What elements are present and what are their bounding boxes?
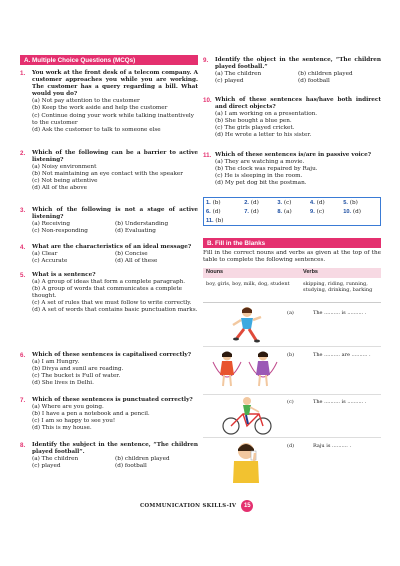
question-number: 2.: [20, 150, 26, 157]
question-1: [20, 70, 198, 134]
section-a-header: A. Multiple Choice Questions (MCQs): [20, 55, 198, 65]
option: (c) A set of rules that we must follow to write correctly.: [32, 300, 192, 307]
verbs-list: skipping, riding, running, studying, drinking, barking: [303, 281, 373, 293]
option: (c) The bucket is Full of water.: [32, 373, 121, 380]
option: (a) I am Hungry.: [32, 359, 80, 366]
option: (d) Evaluating: [115, 228, 156, 235]
option: (a) A group of ideas that form a complete paragraph.: [32, 279, 186, 286]
question-2: [20, 150, 198, 193]
answer-value: (d): [212, 208, 221, 215]
answer-value: (d): [316, 199, 325, 206]
row-divider: [203, 437, 381, 438]
question-text: Identify the object in the sentence, “The children played football.”: [215, 57, 381, 71]
question-number: 9.: [203, 57, 209, 64]
nouns-header: Nouns: [206, 269, 224, 275]
answer-number: 2.: [244, 199, 249, 206]
option: (b) A group of words that communicates a complete thought.: [32, 286, 183, 300]
item-label: (d): [287, 443, 295, 449]
option: (d) football: [298, 78, 330, 85]
option: (c) Accurate: [32, 258, 68, 265]
option: (b) The clock was repaired by Raju.: [215, 166, 318, 173]
question-number: 6.: [20, 352, 26, 359]
option: (b) children played: [298, 71, 353, 78]
answer-value: (b): [215, 217, 224, 224]
question-text: Which of these sentences has/have both indirect and direct objects?: [215, 97, 381, 111]
book-title: COMMUNICATION SKILLS-IV: [140, 503, 237, 509]
words-table-header: [203, 268, 381, 278]
option: (c) played: [32, 463, 61, 470]
option: (b) Concise: [115, 251, 148, 258]
option: (a) Clear: [32, 251, 58, 258]
section-b-instruction: Fill in the correct nouns and verbs as given at the top of the table to complete the following sentences.: [203, 250, 381, 264]
option: (c) The girls played cricket.: [215, 125, 295, 132]
question-text: Which of the following is not a stage of active listening?: [32, 207, 198, 221]
option: (d) All of the above: [32, 185, 87, 192]
answer-value: (d): [250, 199, 259, 206]
row-divider: [203, 394, 381, 395]
option: (b) Not maintaining an eye contact with the speaker: [32, 171, 183, 178]
nouns-list: boy, girls, boy, milk, dog, student: [206, 281, 290, 287]
question-number: 1.: [20, 70, 26, 77]
question-7: [20, 397, 198, 432]
option: (a) They are watching a movie.: [215, 159, 305, 166]
option: (c) He is sleeping in the room.: [215, 173, 303, 180]
option: (c) played: [215, 78, 244, 85]
option: (a) Not pay attention to the customer: [32, 98, 140, 105]
section-b-header: B. Fill in the Blanks: [203, 238, 381, 248]
item-label: (b): [287, 352, 295, 358]
item-label: (c): [287, 399, 294, 405]
option: (d) She lives in Delhi.: [32, 380, 94, 387]
answer-number: 6.: [206, 208, 211, 215]
option: (a) Receiving: [32, 221, 70, 228]
fill-sentence: The .......... is .......... .: [313, 310, 367, 316]
answer-number: 11.: [206, 217, 214, 224]
answer-number: 10.: [343, 208, 352, 215]
question-text: What is a sentence?: [32, 272, 96, 278]
answer-number: 1.: [206, 199, 211, 206]
option: (d) Ask the customer to talk to someone else: [32, 126, 161, 133]
answer-key: [203, 197, 381, 226]
question-text: Which of these sentences is/are in passive voice?: [215, 152, 372, 158]
option: (c) Not being attentive: [32, 178, 98, 185]
option: (c) Continue doing your work while talking inattentively to the customer: [32, 112, 194, 126]
page-footer: [140, 500, 253, 512]
answer-value: (d): [352, 208, 362, 215]
boy-cycling-picture: [219, 396, 275, 436]
question-number: 8.: [20, 442, 26, 449]
question-text: What are the characteristics of an ideal message?: [32, 244, 192, 250]
table-divider: [203, 302, 381, 303]
answer-number: 9.: [310, 208, 315, 215]
option: (d) football: [115, 463, 147, 470]
question-number: 5.: [20, 272, 26, 279]
answer-value: (b): [212, 199, 221, 206]
answer-value: (c): [316, 208, 325, 215]
question-number: 3.: [20, 207, 26, 214]
answer-value: (b): [349, 199, 358, 206]
option: (d) My pet dog bit the postman.: [215, 180, 307, 187]
girl-running-picture: [221, 305, 271, 345]
fill-sentence: Raju is .......... .: [313, 443, 352, 449]
option: (b) Divya and sunil are reading.: [32, 366, 124, 373]
option: (d) A set of words that contains basic punctuation marks.: [32, 307, 198, 314]
answer-value: (d): [250, 208, 259, 215]
option: (b) I have a pen a notebook and a pencil.: [32, 411, 150, 418]
answer-value: (c): [283, 199, 292, 206]
question-number: 4.: [20, 244, 26, 251]
question-number: 7.: [20, 397, 26, 404]
question-number: 11.: [203, 152, 212, 159]
question-text: Identify the subject in the sentence, “The children played football”.: [32, 442, 198, 456]
answer-number: 7.: [244, 208, 249, 215]
question-8: [20, 442, 198, 470]
boy-drinking-picture: [221, 439, 271, 483]
option: (a) Where are you going.: [32, 404, 104, 411]
answer-number: 5.: [343, 199, 348, 206]
option: (c) Non-responding: [32, 228, 88, 235]
option: (b) children played: [115, 456, 170, 463]
row-divider: [203, 346, 381, 347]
answer-value: (a): [283, 208, 292, 215]
answer-number: 8.: [277, 208, 283, 215]
option: (a) The children: [215, 71, 262, 78]
question-10: [203, 97, 381, 140]
option: (b) Keep the work aside and help the customer: [32, 105, 168, 112]
option: (a) The children: [32, 456, 79, 463]
item-label: (a): [287, 310, 294, 316]
question-3: [20, 207, 198, 235]
question-text: You work at the front desk of a telecom company. A customer approaches you while you are working. The customer has a query regarding a bill. What would you do?: [32, 70, 198, 98]
option: (b) Understanding: [115, 221, 169, 228]
question-6: [20, 352, 198, 387]
question-5: [20, 272, 198, 315]
option: (d) This is my house.: [32, 425, 92, 432]
option: (b) She bought a blue pen.: [215, 118, 292, 125]
page-number: 15: [241, 500, 253, 512]
option: (d) He wrote a letter to his sister.: [215, 132, 312, 139]
option: (c) I am so happy to see you!: [32, 418, 116, 425]
fill-sentence: The .......... is .......... .: [313, 399, 367, 405]
girls-skipping-picture: [205, 348, 285, 392]
question-number: 10.: [203, 97, 212, 104]
answer-number: 4.: [310, 199, 315, 206]
answer-number: 3.: [277, 199, 283, 206]
question-4: [20, 244, 198, 265]
question-11: [203, 152, 381, 187]
fill-sentence: The .......... are .......... .: [313, 352, 371, 358]
question-text: Which of these sentences is punctuated correctly?: [32, 397, 193, 403]
question-text: Which of these sentences is capitalised correctly?: [32, 352, 192, 358]
question-9: [203, 57, 381, 85]
question-text: Which of the following can be a barrier to active listening?: [32, 150, 198, 164]
option: (d) All of these: [115, 258, 158, 265]
option: (a) I am working on a presentation.: [215, 111, 318, 118]
option: (a) Noisy environment: [32, 164, 97, 171]
verbs-header: Verbs: [303, 269, 318, 275]
